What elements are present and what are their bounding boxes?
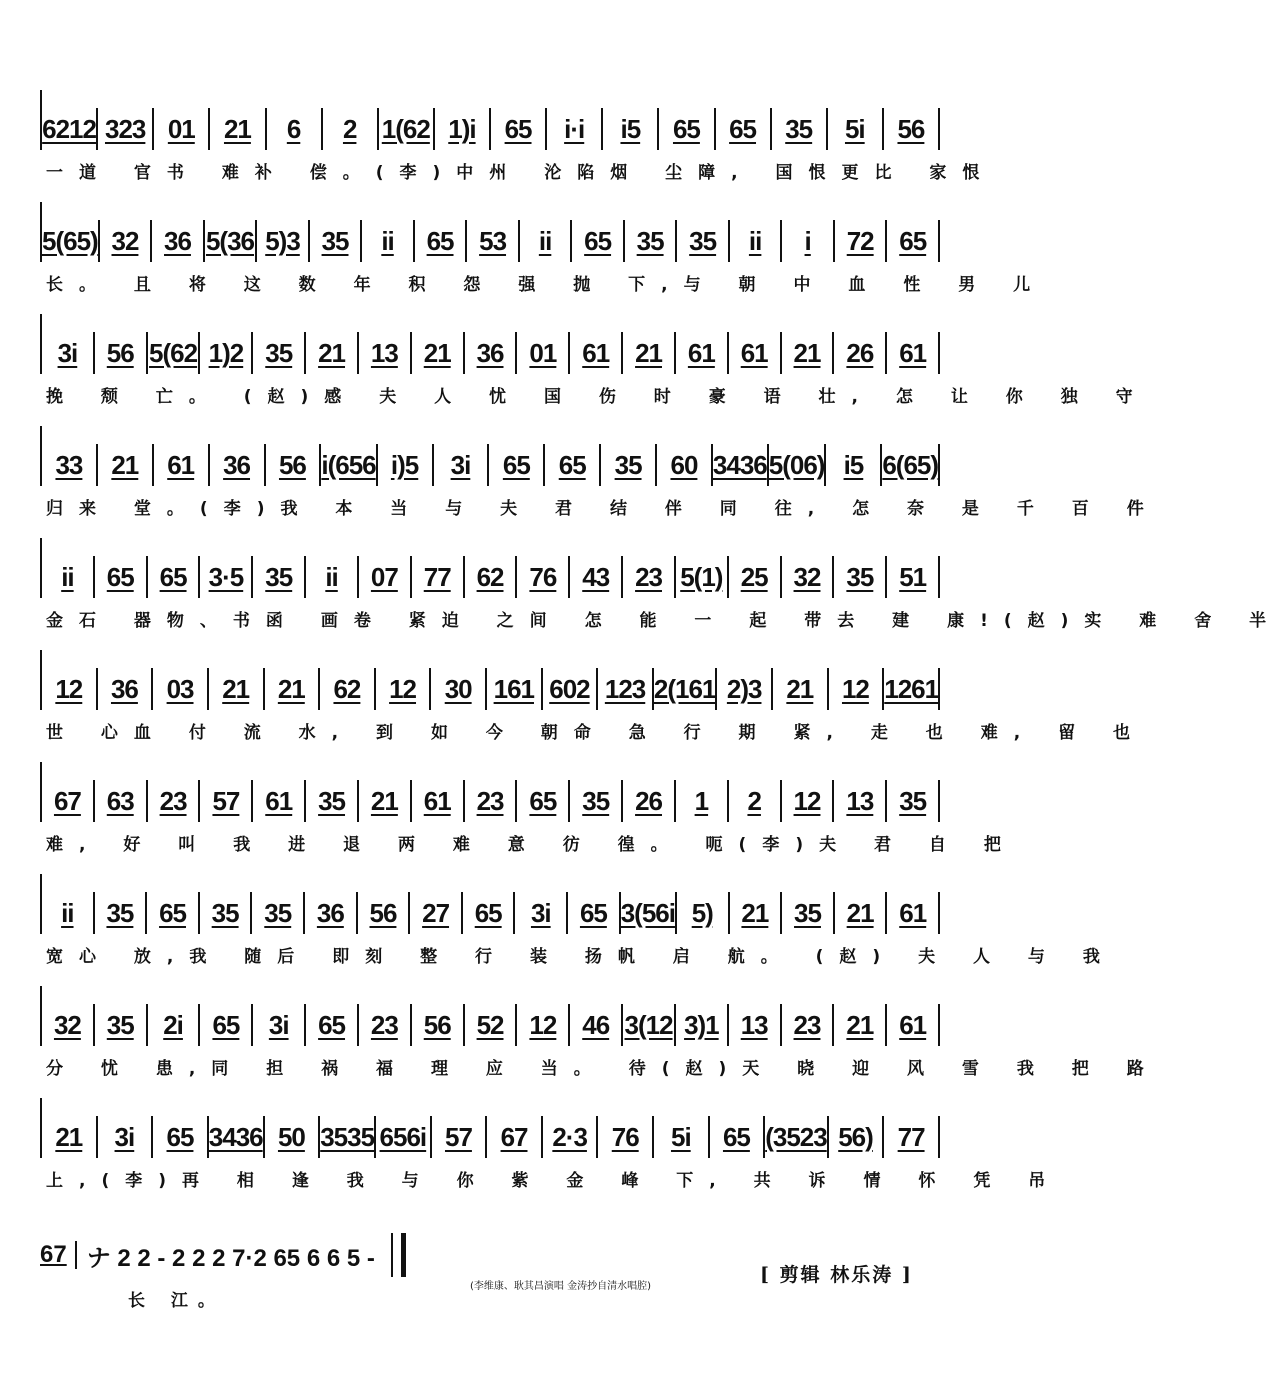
measure: 61 <box>154 444 210 486</box>
measure: 65 <box>148 556 201 598</box>
lyrics-line: 挽 颓 亡。 (赵)感 夫 人 忧 国 伤 时 豪 语 壮, 怎 让 你 独 守 <box>46 386 1149 407</box>
measure: 52 <box>465 1004 518 1046</box>
measure: 21 <box>306 332 359 374</box>
lyrics-line: 金石 器物、书函 画卷 紧迫 之间 怎 能 一 起 带去 建 康!(赵)实 难 舍 半 <box>46 610 1282 631</box>
measure: 03 <box>153 668 209 710</box>
measure: 21 <box>209 668 265 710</box>
measure: 36 <box>98 668 154 710</box>
measure: 43 <box>570 556 623 598</box>
lyrics-line: 一道 官书 难补 偿。(李)中州 沦陷烟 尘障, 国恨更比 家恨 <box>46 162 996 183</box>
measure: 21 <box>359 780 412 822</box>
measure: 65 <box>572 220 625 262</box>
measure: 61 <box>887 332 940 374</box>
measure: 35 <box>601 444 657 486</box>
measure: 32 <box>782 556 835 598</box>
measure: ii <box>306 556 359 598</box>
measure: 56 <box>358 892 411 934</box>
final-lyrics: 长 江。 <box>128 1290 225 1311</box>
measure: 35 <box>306 780 359 822</box>
measure: 21 <box>835 892 888 934</box>
measure: 5(65) <box>42 220 100 262</box>
measure: 65 <box>659 108 715 150</box>
measure: 3436 <box>209 1116 265 1158</box>
measure: 67 <box>487 1116 543 1158</box>
measure: 61 <box>570 332 623 374</box>
measure: 1261 <box>884 668 940 710</box>
lyrics-line: 长。 且 将 这 数 年 积 怨 强 抛 下,与 朝 中 血 性 男 儿 <box>46 274 1047 295</box>
lyrics-line: 难, 好 叫 我 进 退 两 难 意 彷 徨。 呃(李)夫 君 自 把 <box>46 834 1017 855</box>
measure: 12 <box>42 668 98 710</box>
measure: 56) <box>829 1116 885 1158</box>
score-system <box>40 1098 1062 1210</box>
measure: 161 <box>487 668 543 710</box>
measure: 35 <box>887 780 940 822</box>
measure: 77 <box>412 556 465 598</box>
measure: 35 <box>253 556 306 598</box>
measure: 6212 <box>42 108 98 150</box>
measure: 21 <box>98 444 154 486</box>
measure: 656i <box>376 1116 432 1158</box>
measure: i <box>782 220 835 262</box>
measure: 72 <box>835 220 888 262</box>
measure: 5(06) <box>769 444 827 486</box>
notes-row <box>40 650 940 710</box>
measure: 53 <box>467 220 520 262</box>
measure: ii <box>520 220 573 262</box>
measure: ii <box>42 892 95 934</box>
measure: 61 <box>887 1004 940 1046</box>
measure: 65 <box>415 220 468 262</box>
measure: 35 <box>834 556 887 598</box>
score-system <box>40 874 1116 986</box>
measure: 65 <box>568 892 621 934</box>
measure: 61 <box>887 892 940 934</box>
measure: 25 <box>729 556 782 598</box>
measure: i·i <box>547 108 603 150</box>
measure: 35 <box>772 108 828 150</box>
measure: 51 <box>887 556 940 598</box>
measure: 5i <box>828 108 884 150</box>
measure: 33 <box>42 444 98 486</box>
measure: 3i <box>98 1116 154 1158</box>
score-system <box>40 762 1017 874</box>
measure: 62 <box>465 556 518 598</box>
measure: 65 <box>710 1116 766 1158</box>
measure: 21 <box>730 892 783 934</box>
measure: 65 <box>95 556 148 598</box>
notes-row <box>40 90 940 150</box>
measure: 21 <box>623 332 676 374</box>
measure: 32 <box>42 1004 95 1046</box>
measure: 23 <box>623 556 676 598</box>
lyrics-line: 归来 堂。(李)我 本 当 与 夫 君 结 伴 同 往, 怎 奈 是 千 百 件 <box>46 498 1160 519</box>
measure: 35 <box>95 892 148 934</box>
score-system <box>40 90 996 202</box>
measure: 35 <box>625 220 678 262</box>
measure: ii <box>42 556 95 598</box>
measure: 50 <box>265 1116 321 1158</box>
measure: 56 <box>884 108 940 150</box>
measure: 12 <box>376 668 432 710</box>
final-measure-first: 67 <box>40 1241 77 1269</box>
measure: 6 <box>267 108 323 150</box>
measure: 13 <box>729 1004 782 1046</box>
measure: 35 <box>200 892 253 934</box>
measure: 13 <box>359 332 412 374</box>
final-measure-rest: ナ 2 2 - 2 2 2 7·2 65 6 6 5 - <box>86 1244 375 1272</box>
measure: 61 <box>729 332 782 374</box>
measure: ii <box>362 220 415 262</box>
measure: 56 <box>266 444 322 486</box>
measure: 2 <box>729 780 782 822</box>
measure: 23 <box>359 1004 412 1046</box>
measure: 65 <box>545 444 601 486</box>
score-system <box>40 650 1146 762</box>
measure: 01 <box>517 332 570 374</box>
lyrics-line: 分 忧 患,同 担 祸 福 理 应 当。 待(赵)天 晓 迎 风 雪 我 把 路 <box>46 1058 1160 1079</box>
measure: 36 <box>465 332 518 374</box>
measure: 26 <box>834 332 887 374</box>
measure: i5 <box>826 444 882 486</box>
lyrics-line: 上,(李)再 相 逢 我 与 你 紫 金 峰 下, 共 诉 情 怀 凭 吊 <box>46 1170 1062 1191</box>
measure: 35 <box>252 892 305 934</box>
measure: ii <box>730 220 783 262</box>
measure: 5)3 <box>257 220 310 262</box>
measure: 32 <box>100 220 153 262</box>
measure: 26 <box>623 780 676 822</box>
measure: 23 <box>782 1004 835 1046</box>
measure: 602 <box>543 668 599 710</box>
measure: (3523 <box>765 1116 829 1158</box>
measure: 1)2 <box>200 332 253 374</box>
notes-row <box>40 874 940 934</box>
lyrics-line: 宽心 放,我 随后 即刻 整 行 装 扬帆 启 航。 (赵) 夫 人 与 我 <box>46 946 1116 967</box>
measure: 5(62 <box>148 332 201 374</box>
measure: 01 <box>154 108 210 150</box>
measure: 35 <box>677 220 730 262</box>
measure: 2)3 <box>717 668 773 710</box>
measure: 07 <box>359 556 412 598</box>
measure: 76 <box>517 556 570 598</box>
measure: 6(65) <box>882 444 940 486</box>
measure: 1)i <box>435 108 491 150</box>
notes-row <box>40 762 940 822</box>
score-system <box>40 202 1047 314</box>
notes-row <box>40 986 940 1046</box>
measure: 3(12 <box>623 1004 676 1046</box>
measure: 5(1) <box>676 556 729 598</box>
final-notes <box>40 1230 560 1280</box>
measure: 2 <box>323 108 379 150</box>
measure: 35 <box>570 780 623 822</box>
measure: 5i <box>654 1116 710 1158</box>
measure: 30 <box>431 668 487 710</box>
measure: 76 <box>598 1116 654 1158</box>
measure: 65 <box>153 1116 209 1158</box>
measure: 36 <box>152 220 205 262</box>
measure: 65 <box>200 1004 253 1046</box>
notes-row <box>40 202 940 262</box>
measure: 3535 <box>320 1116 376 1158</box>
measure: 65 <box>489 444 545 486</box>
measure: 21 <box>210 108 266 150</box>
measure: 2i <box>148 1004 201 1046</box>
measure: 35 <box>253 332 306 374</box>
score-system <box>40 426 1160 538</box>
notes-row <box>40 426 940 486</box>
measure: 27 <box>410 892 463 934</box>
measure: 12 <box>517 1004 570 1046</box>
notes-row <box>40 538 940 598</box>
performer-credit: (李维康、耿其昌演唱 金涛抄自清水唱腔) <box>470 1281 651 1292</box>
measure: 56 <box>412 1004 465 1046</box>
measure: 21 <box>834 1004 887 1046</box>
measure: 123 <box>598 668 654 710</box>
notes-row <box>40 1098 940 1158</box>
measure: 21 <box>265 668 321 710</box>
measure: 61 <box>253 780 306 822</box>
measure: 3i <box>42 332 95 374</box>
measure: 65 <box>517 780 570 822</box>
measure: 63 <box>95 780 148 822</box>
measure: 1(62 <box>379 108 435 150</box>
measure: 323 <box>98 108 154 150</box>
measure: 35 <box>782 892 835 934</box>
measure: 62 <box>320 668 376 710</box>
measure: 21 <box>782 332 835 374</box>
measure: 3i <box>434 444 490 486</box>
measure: 56 <box>95 332 148 374</box>
measure: 23 <box>148 780 201 822</box>
measure: 65 <box>716 108 772 150</box>
measure: 13 <box>834 780 887 822</box>
measure: 21 <box>412 332 465 374</box>
measure: 21 <box>773 668 829 710</box>
measure: 77 <box>884 1116 940 1158</box>
measure: 61 <box>412 780 465 822</box>
measure: 57 <box>200 780 253 822</box>
measure: 35 <box>95 1004 148 1046</box>
measure: 35 <box>310 220 363 262</box>
measure: 60 <box>657 444 713 486</box>
measure: 5(36 <box>205 220 258 262</box>
measure: 57 <box>432 1116 488 1158</box>
measure: 65 <box>463 892 516 934</box>
measure: 12 <box>829 668 885 710</box>
lyrics-line: 世 心血 付 流 水, 到 如 今 朝命 急 行 期 紧, 走 也 难, 留 也 <box>46 722 1146 743</box>
score-system <box>40 986 1160 1098</box>
measure: 23 <box>465 780 518 822</box>
measure: i5 <box>603 108 659 150</box>
editor-credit: [ 剪辑 林乐涛 ] <box>760 1264 913 1286</box>
measure: i(656 <box>321 444 377 486</box>
measure: 61 <box>676 332 729 374</box>
measure: 36 <box>305 892 358 934</box>
measure: 65 <box>147 892 200 934</box>
measure: 65 <box>306 1004 359 1046</box>
measure: 3i <box>515 892 568 934</box>
measure: 3i <box>253 1004 306 1046</box>
measure: 36 <box>210 444 266 486</box>
measure: 21 <box>42 1116 98 1158</box>
measure: i)5 <box>378 444 434 486</box>
measure: 65 <box>491 108 547 150</box>
measure: 67 <box>42 780 95 822</box>
measure: 2·3 <box>543 1116 599 1158</box>
final-line <box>40 1230 560 1316</box>
measure: 3(56i <box>621 892 677 934</box>
measure: 5) <box>677 892 730 934</box>
end-barline <box>391 1233 406 1277</box>
measure: 12 <box>782 780 835 822</box>
measure: 3436 <box>713 444 769 486</box>
score <box>40 90 1282 1210</box>
measure: 3·5 <box>200 556 253 598</box>
measure: 1 <box>676 780 729 822</box>
score-system <box>40 538 1282 650</box>
measure: 2(161 <box>654 668 718 710</box>
score-system <box>40 314 1149 426</box>
measure: 3)1 <box>676 1004 729 1046</box>
measure: 65 <box>887 220 940 262</box>
notes-row <box>40 314 940 374</box>
measure: 46 <box>570 1004 623 1046</box>
